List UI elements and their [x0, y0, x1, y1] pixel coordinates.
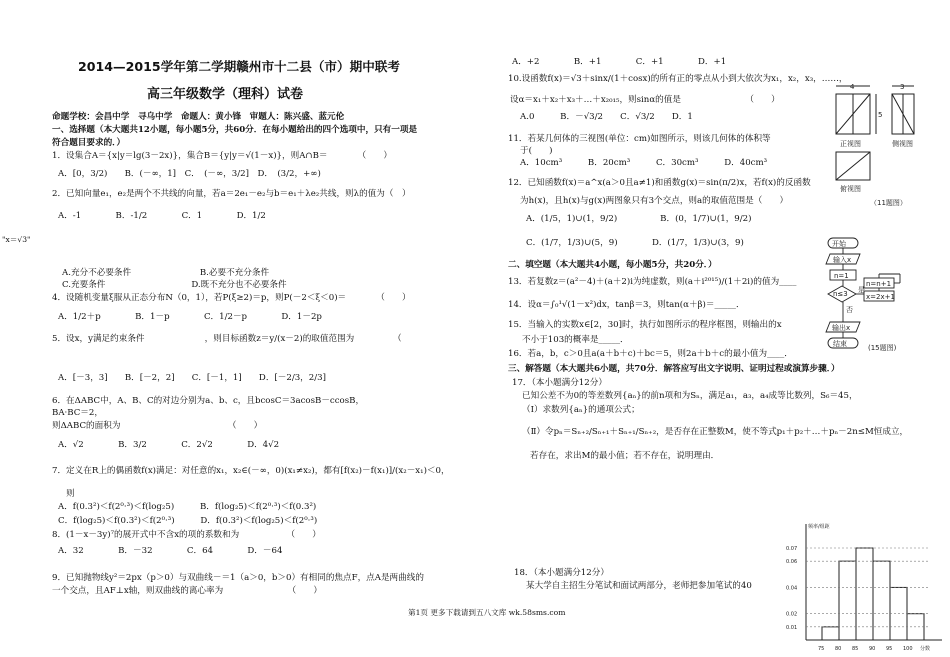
- histogram-chart: [770, 518, 946, 654]
- question-14: 14．设α＝∫₀¹√(1－x²)dx，tanβ＝3，则tan(α＋β)＝_____．: [508, 300, 745, 310]
- x-tick-label: 80: [835, 646, 842, 652]
- question-17-part-2-cont: 若存在，求出M的最小值；若不存在，说明理由．: [530, 451, 720, 461]
- flow-increment: n=n+1: [866, 280, 892, 288]
- question-16: 16．若a，b，c＞0且a(a＋b＋c)＋bc＝5，则2a＋b＋c的最小值为____．: [508, 349, 793, 359]
- question-5-options: A．[－3，3] B．[－2，2] C．[－1，1] D．[－2/3，2/3]: [58, 373, 326, 383]
- question-11-line-1: 11．若某几何体的三视图(单位：cm)如图所示，则该几何体的体积等: [508, 134, 771, 144]
- x-tick-label: 90: [869, 646, 876, 652]
- question-17-part-1: （Ⅰ）求数列{aₙ}的通项公式；: [522, 405, 640, 415]
- section-1-heading-cont: 符合题目要求的．）: [52, 138, 126, 148]
- question-17-header: 17．（本小题满分12分）: [512, 378, 607, 388]
- question-10-options: A.0 B．－√3/2 C．√3/2 D．1: [520, 112, 693, 122]
- question-18-header: 18．（本小题满分12分）: [514, 568, 609, 578]
- question-6-line-1: 6．在ΔABC中，A、B、C的对边分别为a、b、c，且bcosC＝3acosB－ccosB，: [52, 396, 365, 406]
- question-2-options: A．-1 B．-1/2 C．1 D．1/2: [58, 211, 266, 221]
- x-tick-label: 95: [886, 646, 893, 652]
- figure-15-caption: (15题图): [868, 344, 897, 352]
- flow-init: n=1: [834, 272, 849, 280]
- question-4-options: A．1/2＋p B．1－p C．1/2－p D．1－2p: [58, 312, 322, 322]
- dim-5-label: 5: [878, 111, 883, 119]
- question-8: 8．(1－x－3y)⁷的展开式中不含x的项的系数和为 （ ）: [52, 530, 321, 540]
- question-9-options: A．+2 B．+1 C．+1 D．+1: [512, 57, 727, 67]
- exam-title: 2014—2015学年第二学期赣州市十二县（市）期中联考: [78, 59, 400, 74]
- flow-end: 结束: [833, 340, 847, 348]
- section-1-heading: 一、选择题（本大题共12小题，每小题5分，共60分．在每小题给出的四个选项中，只有一项是: [52, 125, 418, 135]
- histogram-bar: [822, 627, 839, 640]
- flow-input: 输入x: [833, 256, 852, 264]
- question-15-line-1: 15．当输入的实数x∈[2，30]时，执行如图所示的程序框图，则输出的x: [508, 320, 782, 330]
- x-axis-label: 分数: [920, 646, 931, 652]
- histogram-bar: [856, 548, 873, 640]
- question-12-options-row-2: C．(1/7，1/3)∪(5，9) D．(1/7，1/3)∪(3，9): [526, 238, 744, 248]
- question-2: 2．已知向量e₁，e₂是两个不共线的向量，若a＝2e₁－e₂与b＝e₁＋λe₂共线，则λ的值为（ ）: [52, 189, 411, 199]
- flow-update: x=2x+1: [866, 293, 895, 301]
- flow-condition: n≤3: [833, 290, 848, 298]
- flow-no: 否: [846, 306, 853, 314]
- y-tick-label: 0.02: [786, 611, 798, 618]
- exam-meta: 命题学校：会昌中学 寻乌中学 命题人：黄小锋 审题人：陈兴盛、蓝元伦: [52, 112, 345, 122]
- y-tick-label: 0.04: [786, 585, 798, 592]
- question-7-options-row-2: C．f(log₂5)＜f(0.3²)＜f(2⁰·³) D．f(0.3²)＜f(log₂5)＜f(2⁰·³): [58, 516, 318, 526]
- question-9-line-2: 一个交点，且AF⊥x轴，则双曲线的离心率为 （ ）: [52, 586, 323, 596]
- front-view-label: 正视图: [840, 140, 861, 148]
- question-6-line-3: 则ΔABC的面积为 （ ）: [52, 421, 263, 431]
- flowchart-figure: [824, 234, 944, 356]
- question-10-line-1: 10.设函数f(x)＝√3＋sinx/(1＋cosx)的所有正的零点从小到大依次为x₁，x₂，x₃，……，: [508, 74, 848, 84]
- section-2-heading: 二、填空题（本大题共4小题，每小题5分，共20分．）: [508, 260, 717, 270]
- question-3-options-row-2: C.充要条件 D.既不充分也不必要条件: [62, 280, 287, 290]
- question-7-line-2: 则: [66, 489, 75, 499]
- x-tick-label: 100: [903, 646, 913, 652]
- question-12-line-1: 12．已知函数f(x)＝a^x(a＞0且a≠1)和函数g(x)＝sin(π/2)x，若f(x)的反函数: [508, 178, 811, 188]
- question-1-options: A．[0，3/2) B．(－∞，1] C． (－∞，3/2] D． (3/2，+∞): [58, 169, 321, 179]
- question-4: 4．设随机变量ξ服从正态分布N（0，1），若P(ξ≥2)＝p，则P(－2＜ξ＜0)＝ （ ）: [52, 293, 411, 303]
- question-17-line-1: 已知公差不为0的等差数列{aₙ}的前n项和为Sₙ，满足a₁，a₃，a₄成等比数列，S₆＝45，: [522, 391, 858, 401]
- y-tick-label: 0.07: [786, 546, 798, 552]
- histogram-bar: [839, 561, 856, 640]
- question-3-fragment: "x＝√3": [2, 235, 31, 244]
- x-tick-label: 75: [818, 646, 825, 652]
- figure-11-caption: （11题图）: [870, 199, 907, 207]
- flow-yes: 是: [858, 286, 865, 294]
- side-view-label: 侧视图: [892, 140, 913, 148]
- dim-4-label: 4: [850, 83, 855, 91]
- question-6-options: A．√2 B．3/2 C．2√2 D．4√2: [58, 440, 280, 450]
- left-column: [0, 0, 470, 657]
- y-axis-label: 频率/组距: [808, 524, 830, 530]
- question-18-line-1: 某大学自主招生分笔试和面试两部分，老师把参加笔试的40: [526, 581, 752, 591]
- three-view-figure: [826, 80, 926, 210]
- question-7-options-row-1: A．f(0.3²)＜f(2⁰·³)＜f(log₂5) B．f(log₂5)＜f(2⁰·³)＜f(0.3²): [58, 502, 317, 512]
- question-10-line-2: 设α＝x₁＋x₂＋x₃＋…＋x₂₀₁₅，则sinα的值是 （ ）: [510, 95, 780, 105]
- y-tick-label: 0.06: [786, 559, 798, 566]
- exam-subtitle: 高三年级数学（理科）试卷: [147, 87, 304, 102]
- y-tick-label: 0.01: [786, 624, 798, 631]
- page-footer: 第1页 更多下载请到五八文库 wk.58sms.com: [408, 608, 566, 617]
- question-6-line-2: BA·BC＝2，: [52, 408, 103, 418]
- dim-3-label: 3: [900, 83, 905, 91]
- section-3-heading: 三、解答题（本大题共6小题，共70分．解答应写出文字说明、证明过程或演算步骤．）: [508, 364, 840, 374]
- top-view-label: 俯视图: [840, 185, 861, 193]
- question-5: 5．设x，y满足约束条件 ，则目标函数z＝y/(x－2)的取值范围为 （: [52, 334, 402, 344]
- question-11-line-2: 于( ): [520, 146, 553, 156]
- question-9-line-1: 9．已知抛物线y²＝2px（p＞0）与双曲线－＝1（a＞0，b＞0）有相同的焦点F，点A是两曲线的: [52, 573, 424, 583]
- question-7-line-1: 7．定义在R上的偶函数f(x)满足：对任意的x₁，x₂∈(－∞，0)(x₁≠x₂)，都有[f(x₂)－f(x₁)]/(x₂－x₁)＜0，: [52, 466, 450, 476]
- flow-start: 开始: [832, 240, 846, 248]
- flow-output: 输出x: [832, 324, 851, 332]
- question-8-options: A．32 B．－32 C．64 D．－64: [58, 546, 283, 556]
- question-3-options-row-1: A.充分不必要条件 B.必要不充分条件: [62, 268, 270, 278]
- x-tick-label: 85: [852, 646, 859, 652]
- question-15-line-2: 不小于103的概率是_____．: [522, 335, 629, 345]
- question-13: 13．若复数z＝(a²－4)＋(a＋2)i为纯虚数，则(a＋i²⁰¹⁵)/(1＋2i)的值为____: [508, 277, 797, 287]
- histogram-bar: [873, 561, 890, 640]
- question-11-options: A．10cm³ B．20cm³ C．30cm³ D．40cm³: [520, 158, 768, 168]
- question-12-options-row-1: A．(1/5，1)∪(1，9/2) B．(0，1/7)∪(1，9/2): [526, 214, 752, 224]
- question-12-line-2: 为h(x)，且h(x)与g(x)两图象只有3个交点，则a的取值范围是（ ）: [520, 196, 789, 206]
- question-17-part-2: （Ⅱ）令pₙ＝Sₙ₊₂/Sₙ₊₁＋Sₙ₊₁/Sₙ₊₂，是否存在正整数M，使不等式p₁＋p₂＋…＋pₙ－2n≤M恒成立，: [522, 427, 909, 437]
- question-1: 1．设集合A＝{x|y＝lg(3－2x)}，集合B＝{y|y＝√(1－x)}，则A∩B＝ （ ）: [52, 151, 392, 161]
